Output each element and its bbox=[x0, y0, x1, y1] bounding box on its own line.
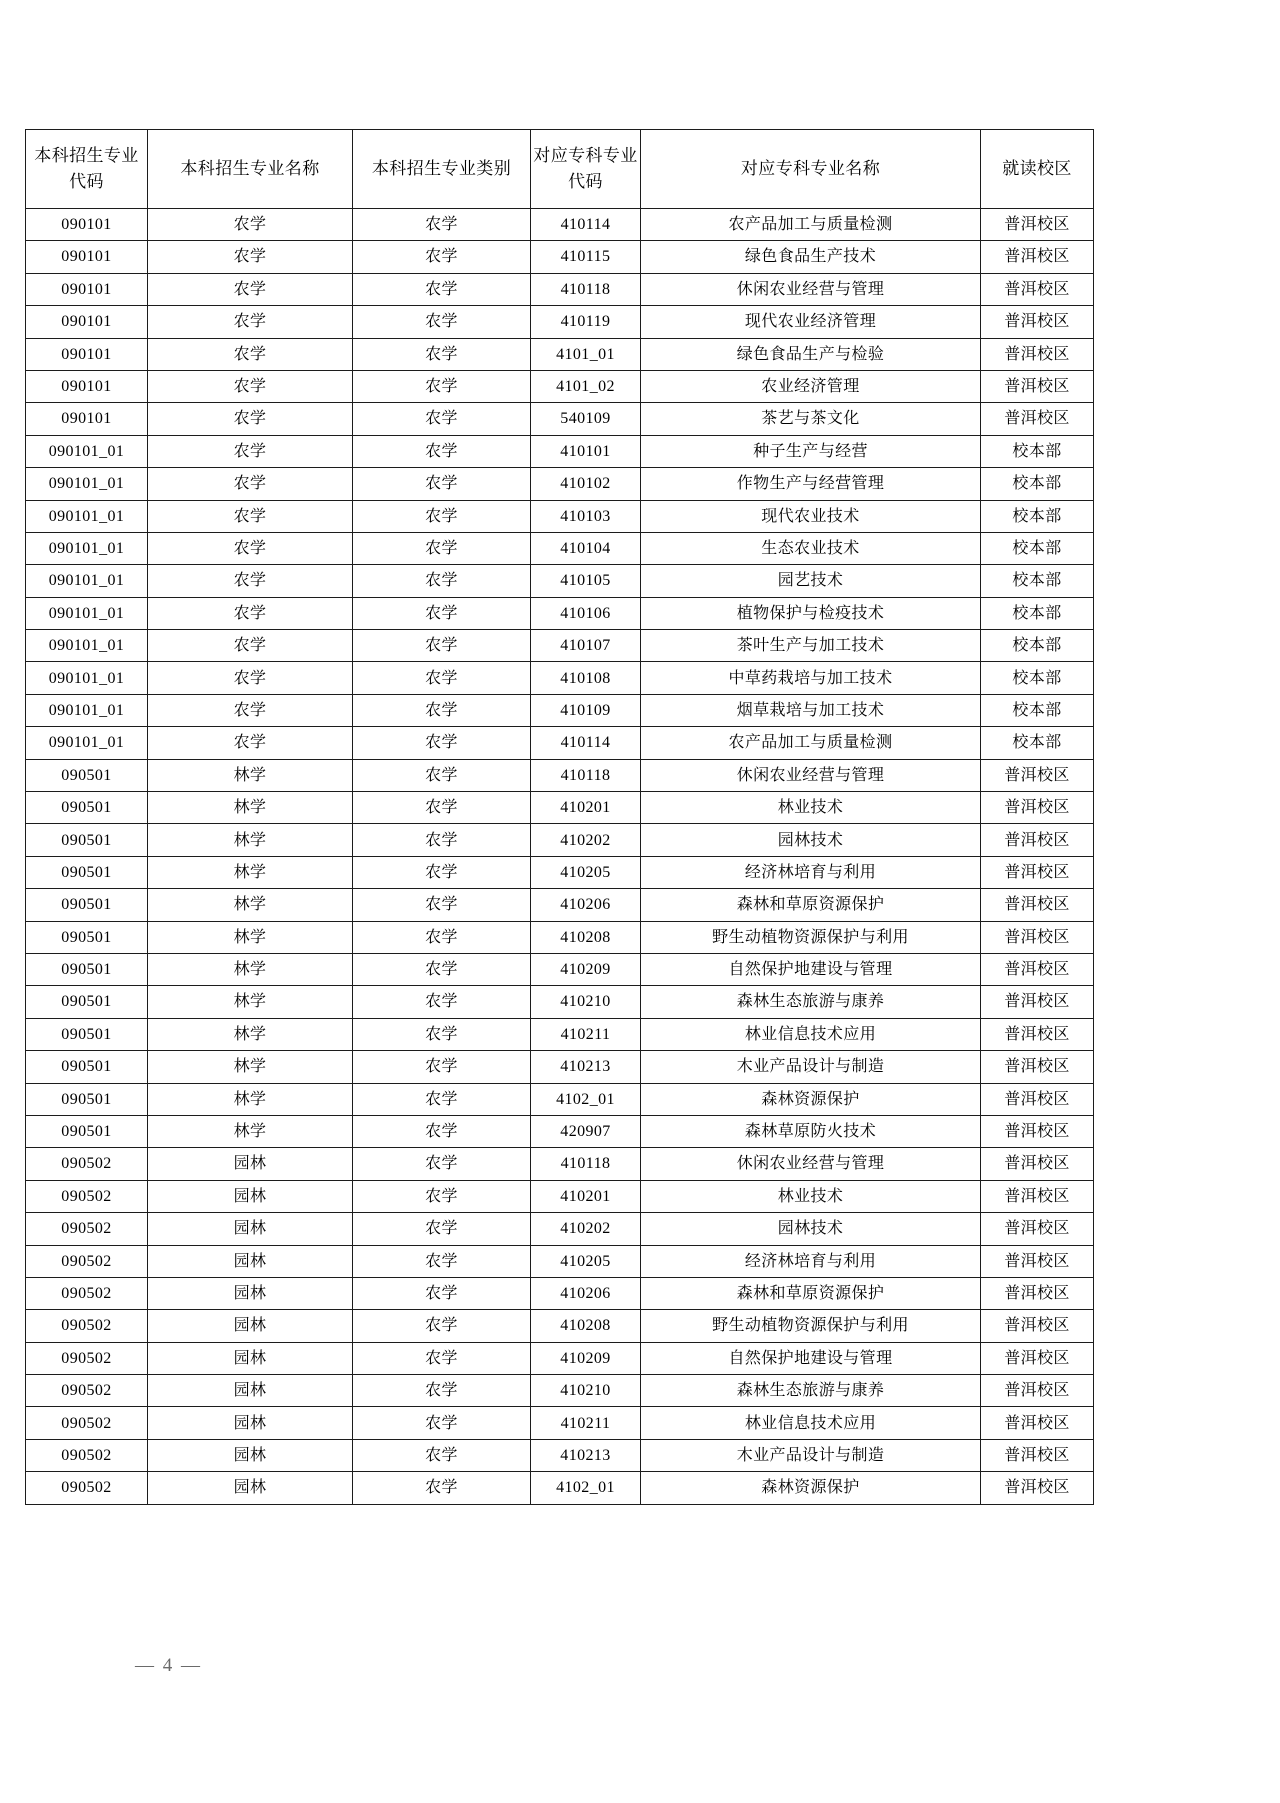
table-row bbox=[26, 921, 1094, 953]
table-row bbox=[26, 338, 1094, 370]
cell-vocational-major-name: 自然保护地建设与管理 bbox=[641, 953, 981, 985]
table-row bbox=[26, 370, 1094, 402]
cell-campus: 校本部 bbox=[981, 727, 1094, 759]
cell-undergrad-major-name: 农学 bbox=[148, 241, 353, 273]
cell-vocational-major-name: 现代农业技术 bbox=[641, 500, 981, 532]
cell-vocational-major-name: 自然保护地建设与管理 bbox=[641, 1342, 981, 1374]
cell-vocational-major-code: 410114 bbox=[531, 727, 641, 759]
cell-undergrad-major-category: 农学 bbox=[353, 1245, 531, 1277]
cell-undergrad-major-code: 090501 bbox=[26, 921, 148, 953]
cell-campus: 校本部 bbox=[981, 630, 1094, 662]
column-header-undergrad-major-category: 本科招生专业类别 bbox=[353, 130, 531, 209]
table-row bbox=[26, 1407, 1094, 1439]
cell-vocational-major-code: 410213 bbox=[531, 1439, 641, 1471]
cell-undergrad-major-category: 农学 bbox=[353, 1148, 531, 1180]
cell-undergrad-major-category: 农学 bbox=[353, 403, 531, 435]
cell-vocational-major-code: 410108 bbox=[531, 662, 641, 694]
cell-undergrad-major-category: 农学 bbox=[353, 1310, 531, 1342]
table-row bbox=[26, 241, 1094, 273]
cell-undergrad-major-code: 090502 bbox=[26, 1277, 148, 1309]
cell-vocational-major-name: 农业经济管理 bbox=[641, 370, 981, 402]
cell-undergrad-major-category: 农学 bbox=[353, 500, 531, 532]
cell-campus: 普洱校区 bbox=[981, 856, 1094, 888]
cell-undergrad-major-code: 090101_01 bbox=[26, 597, 148, 629]
cell-undergrad-major-category: 农学 bbox=[353, 306, 531, 338]
cell-undergrad-major-code: 090501 bbox=[26, 824, 148, 856]
cell-undergrad-major-name: 园林 bbox=[148, 1180, 353, 1212]
cell-vocational-major-code: 410206 bbox=[531, 1277, 641, 1309]
column-header-undergrad-major-name: 本科招生专业名称 bbox=[148, 130, 353, 209]
cell-undergrad-major-category: 农学 bbox=[353, 694, 531, 726]
cell-undergrad-major-category: 农学 bbox=[353, 986, 531, 1018]
table-header-row bbox=[26, 130, 1094, 209]
cell-vocational-major-code: 410115 bbox=[531, 241, 641, 273]
cell-vocational-major-name: 绿色食品生产与检验 bbox=[641, 338, 981, 370]
cell-vocational-major-code: 410202 bbox=[531, 824, 641, 856]
cell-vocational-major-name: 休闲农业经营与管理 bbox=[641, 759, 981, 791]
table-row bbox=[26, 662, 1094, 694]
cell-undergrad-major-code: 090502 bbox=[26, 1310, 148, 1342]
cell-undergrad-major-name: 林学 bbox=[148, 856, 353, 888]
cell-vocational-major-code: 410118 bbox=[531, 759, 641, 791]
cell-campus: 校本部 bbox=[981, 694, 1094, 726]
cell-vocational-major-name: 茶叶生产与加工技术 bbox=[641, 630, 981, 662]
cell-vocational-major-code: 410107 bbox=[531, 630, 641, 662]
cell-campus: 普洱校区 bbox=[981, 1148, 1094, 1180]
cell-campus: 普洱校区 bbox=[981, 986, 1094, 1018]
cell-vocational-major-name: 木业产品设计与制造 bbox=[641, 1051, 981, 1083]
cell-vocational-major-name: 农产品加工与质量检测 bbox=[641, 209, 981, 241]
table-row bbox=[26, 306, 1094, 338]
cell-undergrad-major-category: 农学 bbox=[353, 824, 531, 856]
table-row bbox=[26, 1148, 1094, 1180]
cell-undergrad-major-name: 园林 bbox=[148, 1148, 353, 1180]
cell-campus: 普洱校区 bbox=[981, 241, 1094, 273]
table-row bbox=[26, 468, 1094, 500]
cell-undergrad-major-category: 农学 bbox=[353, 338, 531, 370]
cell-vocational-major-name: 林业技术 bbox=[641, 792, 981, 824]
cell-undergrad-major-name: 农学 bbox=[148, 565, 353, 597]
cell-vocational-major-code: 410208 bbox=[531, 921, 641, 953]
cell-vocational-major-name: 森林草原防火技术 bbox=[641, 1115, 981, 1147]
cell-vocational-major-name: 林业技术 bbox=[641, 1180, 981, 1212]
cell-vocational-major-code: 410201 bbox=[531, 792, 641, 824]
cell-campus: 普洱校区 bbox=[981, 1115, 1094, 1147]
cell-undergrad-major-category: 农学 bbox=[353, 727, 531, 759]
cell-undergrad-major-code: 090101 bbox=[26, 306, 148, 338]
cell-undergrad-major-category: 农学 bbox=[353, 597, 531, 629]
cell-vocational-major-name: 森林资源保护 bbox=[641, 1472, 981, 1504]
table-row bbox=[26, 1115, 1094, 1147]
cell-vocational-major-name: 园林技术 bbox=[641, 1213, 981, 1245]
cell-undergrad-major-category: 农学 bbox=[353, 1018, 531, 1050]
cell-undergrad-major-name: 农学 bbox=[148, 630, 353, 662]
cell-undergrad-major-category: 农学 bbox=[353, 241, 531, 273]
cell-undergrad-major-name: 农学 bbox=[148, 370, 353, 402]
cell-undergrad-major-name: 林学 bbox=[148, 824, 353, 856]
cell-undergrad-major-code: 090501 bbox=[26, 1115, 148, 1147]
cell-campus: 普洱校区 bbox=[981, 1310, 1094, 1342]
cell-undergrad-major-name: 林学 bbox=[148, 1083, 353, 1115]
cell-campus: 普洱校区 bbox=[981, 921, 1094, 953]
cell-vocational-major-code: 410104 bbox=[531, 532, 641, 564]
cell-undergrad-major-category: 农学 bbox=[353, 856, 531, 888]
cell-undergrad-major-category: 农学 bbox=[353, 565, 531, 597]
cell-vocational-major-name: 休闲农业经营与管理 bbox=[641, 273, 981, 305]
cell-undergrad-major-name: 农学 bbox=[148, 435, 353, 467]
cell-vocational-major-code: 410211 bbox=[531, 1407, 641, 1439]
cell-vocational-major-code: 410119 bbox=[531, 306, 641, 338]
cell-vocational-major-name: 野生动植物资源保护与利用 bbox=[641, 1310, 981, 1342]
cell-undergrad-major-name: 园林 bbox=[148, 1407, 353, 1439]
cell-undergrad-major-category: 农学 bbox=[353, 921, 531, 953]
table-row bbox=[26, 209, 1094, 241]
table-row bbox=[26, 403, 1094, 435]
cell-vocational-major-name: 绿色食品生产技术 bbox=[641, 241, 981, 273]
cell-vocational-major-name: 植物保护与检疫技术 bbox=[641, 597, 981, 629]
cell-vocational-major-code: 410201 bbox=[531, 1180, 641, 1212]
cell-vocational-major-code: 410213 bbox=[531, 1051, 641, 1083]
cell-vocational-major-name: 园艺技术 bbox=[641, 565, 981, 597]
cell-undergrad-major-code: 090502 bbox=[26, 1407, 148, 1439]
cell-undergrad-major-code: 090501 bbox=[26, 1083, 148, 1115]
cell-vocational-major-name: 森林资源保护 bbox=[641, 1083, 981, 1115]
cell-campus: 普洱校区 bbox=[981, 1342, 1094, 1374]
cell-campus: 普洱校区 bbox=[981, 1439, 1094, 1471]
cell-undergrad-major-code: 090501 bbox=[26, 856, 148, 888]
cell-undergrad-major-category: 农学 bbox=[353, 1213, 531, 1245]
cell-campus: 普洱校区 bbox=[981, 403, 1094, 435]
cell-undergrad-major-code: 090502 bbox=[26, 1213, 148, 1245]
cell-undergrad-major-code: 090502 bbox=[26, 1472, 148, 1504]
cell-undergrad-major-name: 林学 bbox=[148, 921, 353, 953]
table-row bbox=[26, 759, 1094, 791]
major-correspondence-table bbox=[25, 129, 1094, 1505]
cell-undergrad-major-code: 090101_01 bbox=[26, 565, 148, 597]
cell-campus: 普洱校区 bbox=[981, 209, 1094, 241]
cell-undergrad-major-name: 农学 bbox=[148, 500, 353, 532]
cell-vocational-major-name: 森林和草原资源保护 bbox=[641, 889, 981, 921]
column-header-vocational-major-name: 对应专科专业名称 bbox=[641, 130, 981, 209]
cell-campus: 校本部 bbox=[981, 500, 1094, 532]
cell-undergrad-major-name: 园林 bbox=[148, 1375, 353, 1407]
cell-undergrad-major-code: 090101 bbox=[26, 273, 148, 305]
cell-vocational-major-name: 烟草栽培与加工技术 bbox=[641, 694, 981, 726]
cell-undergrad-major-category: 农学 bbox=[353, 889, 531, 921]
cell-undergrad-major-category: 农学 bbox=[353, 1180, 531, 1212]
table-body bbox=[26, 209, 1094, 1505]
cell-campus: 普洱校区 bbox=[981, 306, 1094, 338]
table-row bbox=[26, 824, 1094, 856]
cell-undergrad-major-name: 林学 bbox=[148, 1051, 353, 1083]
cell-campus: 校本部 bbox=[981, 597, 1094, 629]
cell-vocational-major-code: 410103 bbox=[531, 500, 641, 532]
cell-vocational-major-name: 园林技术 bbox=[641, 824, 981, 856]
cell-vocational-major-code: 410210 bbox=[531, 986, 641, 1018]
table-row bbox=[26, 565, 1094, 597]
cell-vocational-major-code: 410210 bbox=[531, 1375, 641, 1407]
cell-undergrad-major-category: 农学 bbox=[353, 1439, 531, 1471]
table-row bbox=[26, 1083, 1094, 1115]
table-row bbox=[26, 1310, 1094, 1342]
cell-vocational-major-code: 410106 bbox=[531, 597, 641, 629]
cell-vocational-major-code: 410202 bbox=[531, 1213, 641, 1245]
cell-undergrad-major-code: 090101_01 bbox=[26, 694, 148, 726]
cell-undergrad-major-category: 农学 bbox=[353, 1472, 531, 1504]
cell-campus: 普洱校区 bbox=[981, 1472, 1094, 1504]
cell-undergrad-major-name: 农学 bbox=[148, 209, 353, 241]
cell-undergrad-major-name: 园林 bbox=[148, 1342, 353, 1374]
cell-vocational-major-name: 生态农业技术 bbox=[641, 532, 981, 564]
cell-undergrad-major-name: 林学 bbox=[148, 889, 353, 921]
table-row bbox=[26, 500, 1094, 532]
cell-vocational-major-name: 林业信息技术应用 bbox=[641, 1018, 981, 1050]
cell-undergrad-major-code: 090101_01 bbox=[26, 532, 148, 564]
cell-undergrad-major-category: 农学 bbox=[353, 1083, 531, 1115]
cell-undergrad-major-name: 林学 bbox=[148, 792, 353, 824]
table-row bbox=[26, 1439, 1094, 1471]
cell-vocational-major-name: 木业产品设计与制造 bbox=[641, 1439, 981, 1471]
cell-undergrad-major-name: 农学 bbox=[148, 338, 353, 370]
table-header bbox=[26, 130, 1094, 209]
cell-vocational-major-code: 410105 bbox=[531, 565, 641, 597]
cell-vocational-major-code: 410101 bbox=[531, 435, 641, 467]
cell-undergrad-major-code: 090502 bbox=[26, 1180, 148, 1212]
cell-campus: 校本部 bbox=[981, 565, 1094, 597]
cell-undergrad-major-name: 园林 bbox=[148, 1245, 353, 1277]
cell-undergrad-major-name: 园林 bbox=[148, 1310, 353, 1342]
cell-undergrad-major-name: 林学 bbox=[148, 1115, 353, 1147]
cell-undergrad-major-code: 090101 bbox=[26, 241, 148, 273]
table-row bbox=[26, 694, 1094, 726]
cell-undergrad-major-code: 090101_01 bbox=[26, 630, 148, 662]
cell-undergrad-major-name: 园林 bbox=[148, 1472, 353, 1504]
cell-campus: 普洱校区 bbox=[981, 1245, 1094, 1277]
table-row bbox=[26, 1018, 1094, 1050]
cell-vocational-major-code: 410205 bbox=[531, 856, 641, 888]
table-row bbox=[26, 727, 1094, 759]
table-row bbox=[26, 630, 1094, 662]
table-row bbox=[26, 986, 1094, 1018]
table-row bbox=[26, 1375, 1094, 1407]
cell-campus: 校本部 bbox=[981, 468, 1094, 500]
cell-vocational-major-code: 4101_02 bbox=[531, 370, 641, 402]
cell-undergrad-major-category: 农学 bbox=[353, 1115, 531, 1147]
cell-undergrad-major-code: 090101_01 bbox=[26, 468, 148, 500]
cell-vocational-major-code: 410205 bbox=[531, 1245, 641, 1277]
cell-undergrad-major-code: 090501 bbox=[26, 889, 148, 921]
cell-undergrad-major-code: 090501 bbox=[26, 792, 148, 824]
cell-undergrad-major-name: 农学 bbox=[148, 306, 353, 338]
cell-campus: 普洱校区 bbox=[981, 1407, 1094, 1439]
cell-campus: 普洱校区 bbox=[981, 1180, 1094, 1212]
cell-undergrad-major-name: 农学 bbox=[148, 532, 353, 564]
cell-campus: 普洱校区 bbox=[981, 1375, 1094, 1407]
cell-vocational-major-name: 农产品加工与质量检测 bbox=[641, 727, 981, 759]
cell-campus: 普洱校区 bbox=[981, 1213, 1094, 1245]
cell-campus: 普洱校区 bbox=[981, 953, 1094, 985]
cell-undergrad-major-code: 090501 bbox=[26, 1051, 148, 1083]
cell-undergrad-major-category: 农学 bbox=[353, 662, 531, 694]
cell-campus: 普洱校区 bbox=[981, 1018, 1094, 1050]
table-row bbox=[26, 889, 1094, 921]
cell-undergrad-major-category: 农学 bbox=[353, 1375, 531, 1407]
cell-vocational-major-name: 茶艺与茶文化 bbox=[641, 403, 981, 435]
cell-vocational-major-name: 作物生产与经营管理 bbox=[641, 468, 981, 500]
cell-campus: 普洱校区 bbox=[981, 370, 1094, 402]
cell-undergrad-major-code: 090502 bbox=[26, 1245, 148, 1277]
cell-vocational-major-code: 410206 bbox=[531, 889, 641, 921]
cell-vocational-major-code: 540109 bbox=[531, 403, 641, 435]
cell-undergrad-major-code: 090501 bbox=[26, 986, 148, 1018]
table-row bbox=[26, 953, 1094, 985]
cell-vocational-major-code: 4102_01 bbox=[531, 1472, 641, 1504]
cell-undergrad-major-category: 农学 bbox=[353, 435, 531, 467]
cell-undergrad-major-code: 090101_01 bbox=[26, 662, 148, 694]
cell-undergrad-major-code: 090502 bbox=[26, 1439, 148, 1471]
cell-undergrad-major-name: 园林 bbox=[148, 1277, 353, 1309]
cell-vocational-major-code: 410209 bbox=[531, 953, 641, 985]
cell-undergrad-major-category: 农学 bbox=[353, 1051, 531, 1083]
cell-undergrad-major-code: 090501 bbox=[26, 1018, 148, 1050]
cell-undergrad-major-code: 090101 bbox=[26, 338, 148, 370]
cell-undergrad-major-name: 农学 bbox=[148, 468, 353, 500]
cell-vocational-major-code: 410211 bbox=[531, 1018, 641, 1050]
cell-undergrad-major-name: 农学 bbox=[148, 403, 353, 435]
table-row bbox=[26, 1472, 1094, 1504]
cell-campus: 普洱校区 bbox=[981, 889, 1094, 921]
cell-vocational-major-name: 森林生态旅游与康养 bbox=[641, 986, 981, 1018]
cell-undergrad-major-code: 090501 bbox=[26, 953, 148, 985]
cell-undergrad-major-name: 林学 bbox=[148, 1018, 353, 1050]
cell-vocational-major-name: 林业信息技术应用 bbox=[641, 1407, 981, 1439]
cell-undergrad-major-category: 农学 bbox=[353, 273, 531, 305]
cell-undergrad-major-code: 090101_01 bbox=[26, 500, 148, 532]
cell-campus: 普洱校区 bbox=[981, 1083, 1094, 1115]
table-row bbox=[26, 1277, 1094, 1309]
cell-undergrad-major-category: 农学 bbox=[353, 1342, 531, 1374]
cell-vocational-major-code: 410114 bbox=[531, 209, 641, 241]
table-row bbox=[26, 1180, 1094, 1212]
table-row bbox=[26, 1245, 1094, 1277]
cell-undergrad-major-code: 090501 bbox=[26, 759, 148, 791]
cell-vocational-major-code: 410109 bbox=[531, 694, 641, 726]
cell-undergrad-major-code: 090101_01 bbox=[26, 435, 148, 467]
cell-undergrad-major-name: 农学 bbox=[148, 273, 353, 305]
cell-vocational-major-code: 4101_01 bbox=[531, 338, 641, 370]
cell-vocational-major-name: 种子生产与经营 bbox=[641, 435, 981, 467]
cell-undergrad-major-name: 林学 bbox=[148, 953, 353, 985]
cell-campus: 普洱校区 bbox=[981, 759, 1094, 791]
cell-vocational-major-code: 410208 bbox=[531, 1310, 641, 1342]
cell-undergrad-major-category: 农学 bbox=[353, 468, 531, 500]
cell-undergrad-major-name: 林学 bbox=[148, 759, 353, 791]
cell-undergrad-major-code: 090502 bbox=[26, 1148, 148, 1180]
table-row bbox=[26, 597, 1094, 629]
cell-undergrad-major-code: 090101_01 bbox=[26, 727, 148, 759]
cell-undergrad-major-code: 090101 bbox=[26, 370, 148, 402]
cell-undergrad-major-category: 农学 bbox=[353, 370, 531, 402]
column-header-vocational-major-code: 对应专科专业代码 bbox=[531, 130, 641, 209]
table-row bbox=[26, 792, 1094, 824]
cell-vocational-major-code: 410209 bbox=[531, 1342, 641, 1374]
cell-vocational-major-code: 4102_01 bbox=[531, 1083, 641, 1115]
cell-vocational-major-name: 森林生态旅游与康养 bbox=[641, 1375, 981, 1407]
cell-undergrad-major-category: 农学 bbox=[353, 1277, 531, 1309]
cell-campus: 校本部 bbox=[981, 532, 1094, 564]
cell-vocational-major-code: 410118 bbox=[531, 273, 641, 305]
cell-undergrad-major-name: 农学 bbox=[148, 727, 353, 759]
cell-undergrad-major-code: 090502 bbox=[26, 1375, 148, 1407]
cell-undergrad-major-category: 农学 bbox=[353, 759, 531, 791]
cell-campus: 普洱校区 bbox=[981, 1277, 1094, 1309]
table-row bbox=[26, 1342, 1094, 1374]
cell-undergrad-major-name: 园林 bbox=[148, 1213, 353, 1245]
cell-vocational-major-code: 410102 bbox=[531, 468, 641, 500]
cell-undergrad-major-code: 090502 bbox=[26, 1342, 148, 1374]
cell-campus: 普洱校区 bbox=[981, 1051, 1094, 1083]
cell-undergrad-major-name: 林学 bbox=[148, 986, 353, 1018]
cell-campus: 普洱校区 bbox=[981, 824, 1094, 856]
cell-vocational-major-name: 休闲农业经营与管理 bbox=[641, 1148, 981, 1180]
cell-undergrad-major-code: 090101 bbox=[26, 403, 148, 435]
table-row bbox=[26, 1051, 1094, 1083]
cell-undergrad-major-name: 园林 bbox=[148, 1439, 353, 1471]
cell-campus: 普洱校区 bbox=[981, 792, 1094, 824]
cell-vocational-major-name: 经济林培育与利用 bbox=[641, 856, 981, 888]
major-correspondence-table-container bbox=[25, 129, 1093, 1505]
cell-campus: 校本部 bbox=[981, 435, 1094, 467]
cell-undergrad-major-code: 090101 bbox=[26, 209, 148, 241]
cell-vocational-major-name: 野生动植物资源保护与利用 bbox=[641, 921, 981, 953]
cell-campus: 普洱校区 bbox=[981, 338, 1094, 370]
column-header-undergrad-major-code: 本科招生专业代码 bbox=[26, 130, 148, 209]
cell-vocational-major-name: 中草药栽培与加工技术 bbox=[641, 662, 981, 694]
cell-vocational-major-name: 森林和草原资源保护 bbox=[641, 1277, 981, 1309]
cell-undergrad-major-category: 农学 bbox=[353, 532, 531, 564]
cell-vocational-major-code: 420907 bbox=[531, 1115, 641, 1147]
cell-undergrad-major-name: 农学 bbox=[148, 597, 353, 629]
cell-undergrad-major-category: 农学 bbox=[353, 1407, 531, 1439]
cell-vocational-major-code: 410118 bbox=[531, 1148, 641, 1180]
table-row bbox=[26, 532, 1094, 564]
table-row bbox=[26, 856, 1094, 888]
page-number-footer: — 4 — bbox=[135, 1655, 202, 1676]
cell-undergrad-major-category: 农学 bbox=[353, 953, 531, 985]
cell-vocational-major-name: 现代农业经济管理 bbox=[641, 306, 981, 338]
cell-undergrad-major-name: 农学 bbox=[148, 662, 353, 694]
cell-undergrad-major-category: 农学 bbox=[353, 630, 531, 662]
cell-vocational-major-name: 经济林培育与利用 bbox=[641, 1245, 981, 1277]
table-row bbox=[26, 1213, 1094, 1245]
cell-campus: 校本部 bbox=[981, 662, 1094, 694]
cell-undergrad-major-category: 农学 bbox=[353, 209, 531, 241]
cell-undergrad-major-name: 农学 bbox=[148, 694, 353, 726]
table-row bbox=[26, 273, 1094, 305]
column-header-campus: 就读校区 bbox=[981, 130, 1094, 209]
cell-campus: 普洱校区 bbox=[981, 273, 1094, 305]
table-row bbox=[26, 435, 1094, 467]
cell-undergrad-major-category: 农学 bbox=[353, 792, 531, 824]
